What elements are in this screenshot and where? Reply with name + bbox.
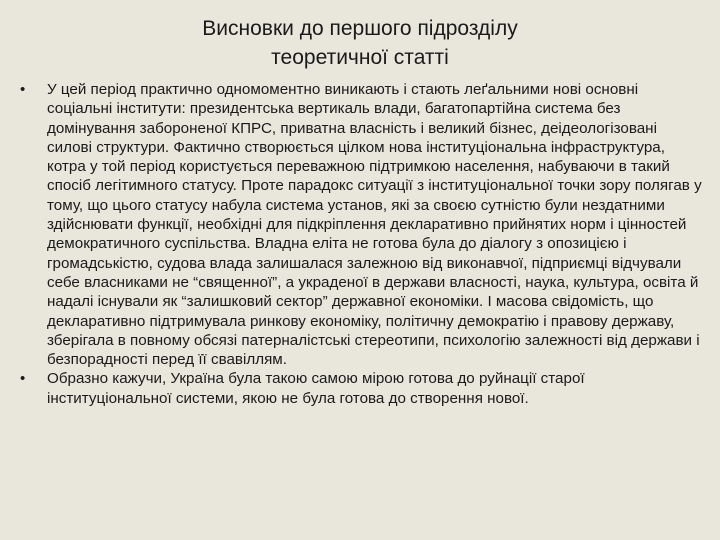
bullet-item <box>20 80 704 369</box>
bullet-text: У цей період практично одномоментно виникають і стають леґальними нові основні соціальні інститути: президентська вертикаль влади, багатопартійна система без домінування забороненої КПРС, приватна власність і великий бізнес, деідеологізовані силові структури. Фактично створюється цілком нова інституціональна інфраструктура, котра у той період користується переважною підтримкою населення, набуваючи в такий спосіб легітимного статусу. Проте парадокс ситуації з інституціональної точки зору полягав у тому, що цього статусу набула система установ, які за своєю сутністю були нездатними здійснювати функції, необхідні для підкріплення декларативно прийнятих норм і цінностей демократичного суспільства. Владна еліта не готова була до діалогу з опозицією і громадськістю, судова влада залишалася залежною від виконавчої, підприємці відчували себе власниками не “священної”, а украденої в держави власності, наука, культура, освіта й надалі існували як “залишковий сектор” державної економіки. І масова свідомість, що декларативно підтримувала ринкову економіку, політичну демократію і правову державу, зберігала в повному обсязі патерналістські стереотипи, психологію залежності від держави і безпорадності перед її свавіллям. <box>47 81 702 369</box>
bullet-item <box>20 369 704 408</box>
bullet-icon: • <box>20 81 26 98</box>
title-line-1: Висновки до першого підрозділу <box>202 17 518 40</box>
bullet-list <box>20 80 704 408</box>
bullet-icon: • <box>20 370 26 388</box>
slide-title <box>110 14 610 72</box>
title-line-2: теоретичної статті <box>271 46 449 69</box>
bullet-text: Образно кажучи, Україна була такою самою мірою готова до руйнації старої інституціональної системи, якою не була готова до створення нової. <box>47 370 585 407</box>
